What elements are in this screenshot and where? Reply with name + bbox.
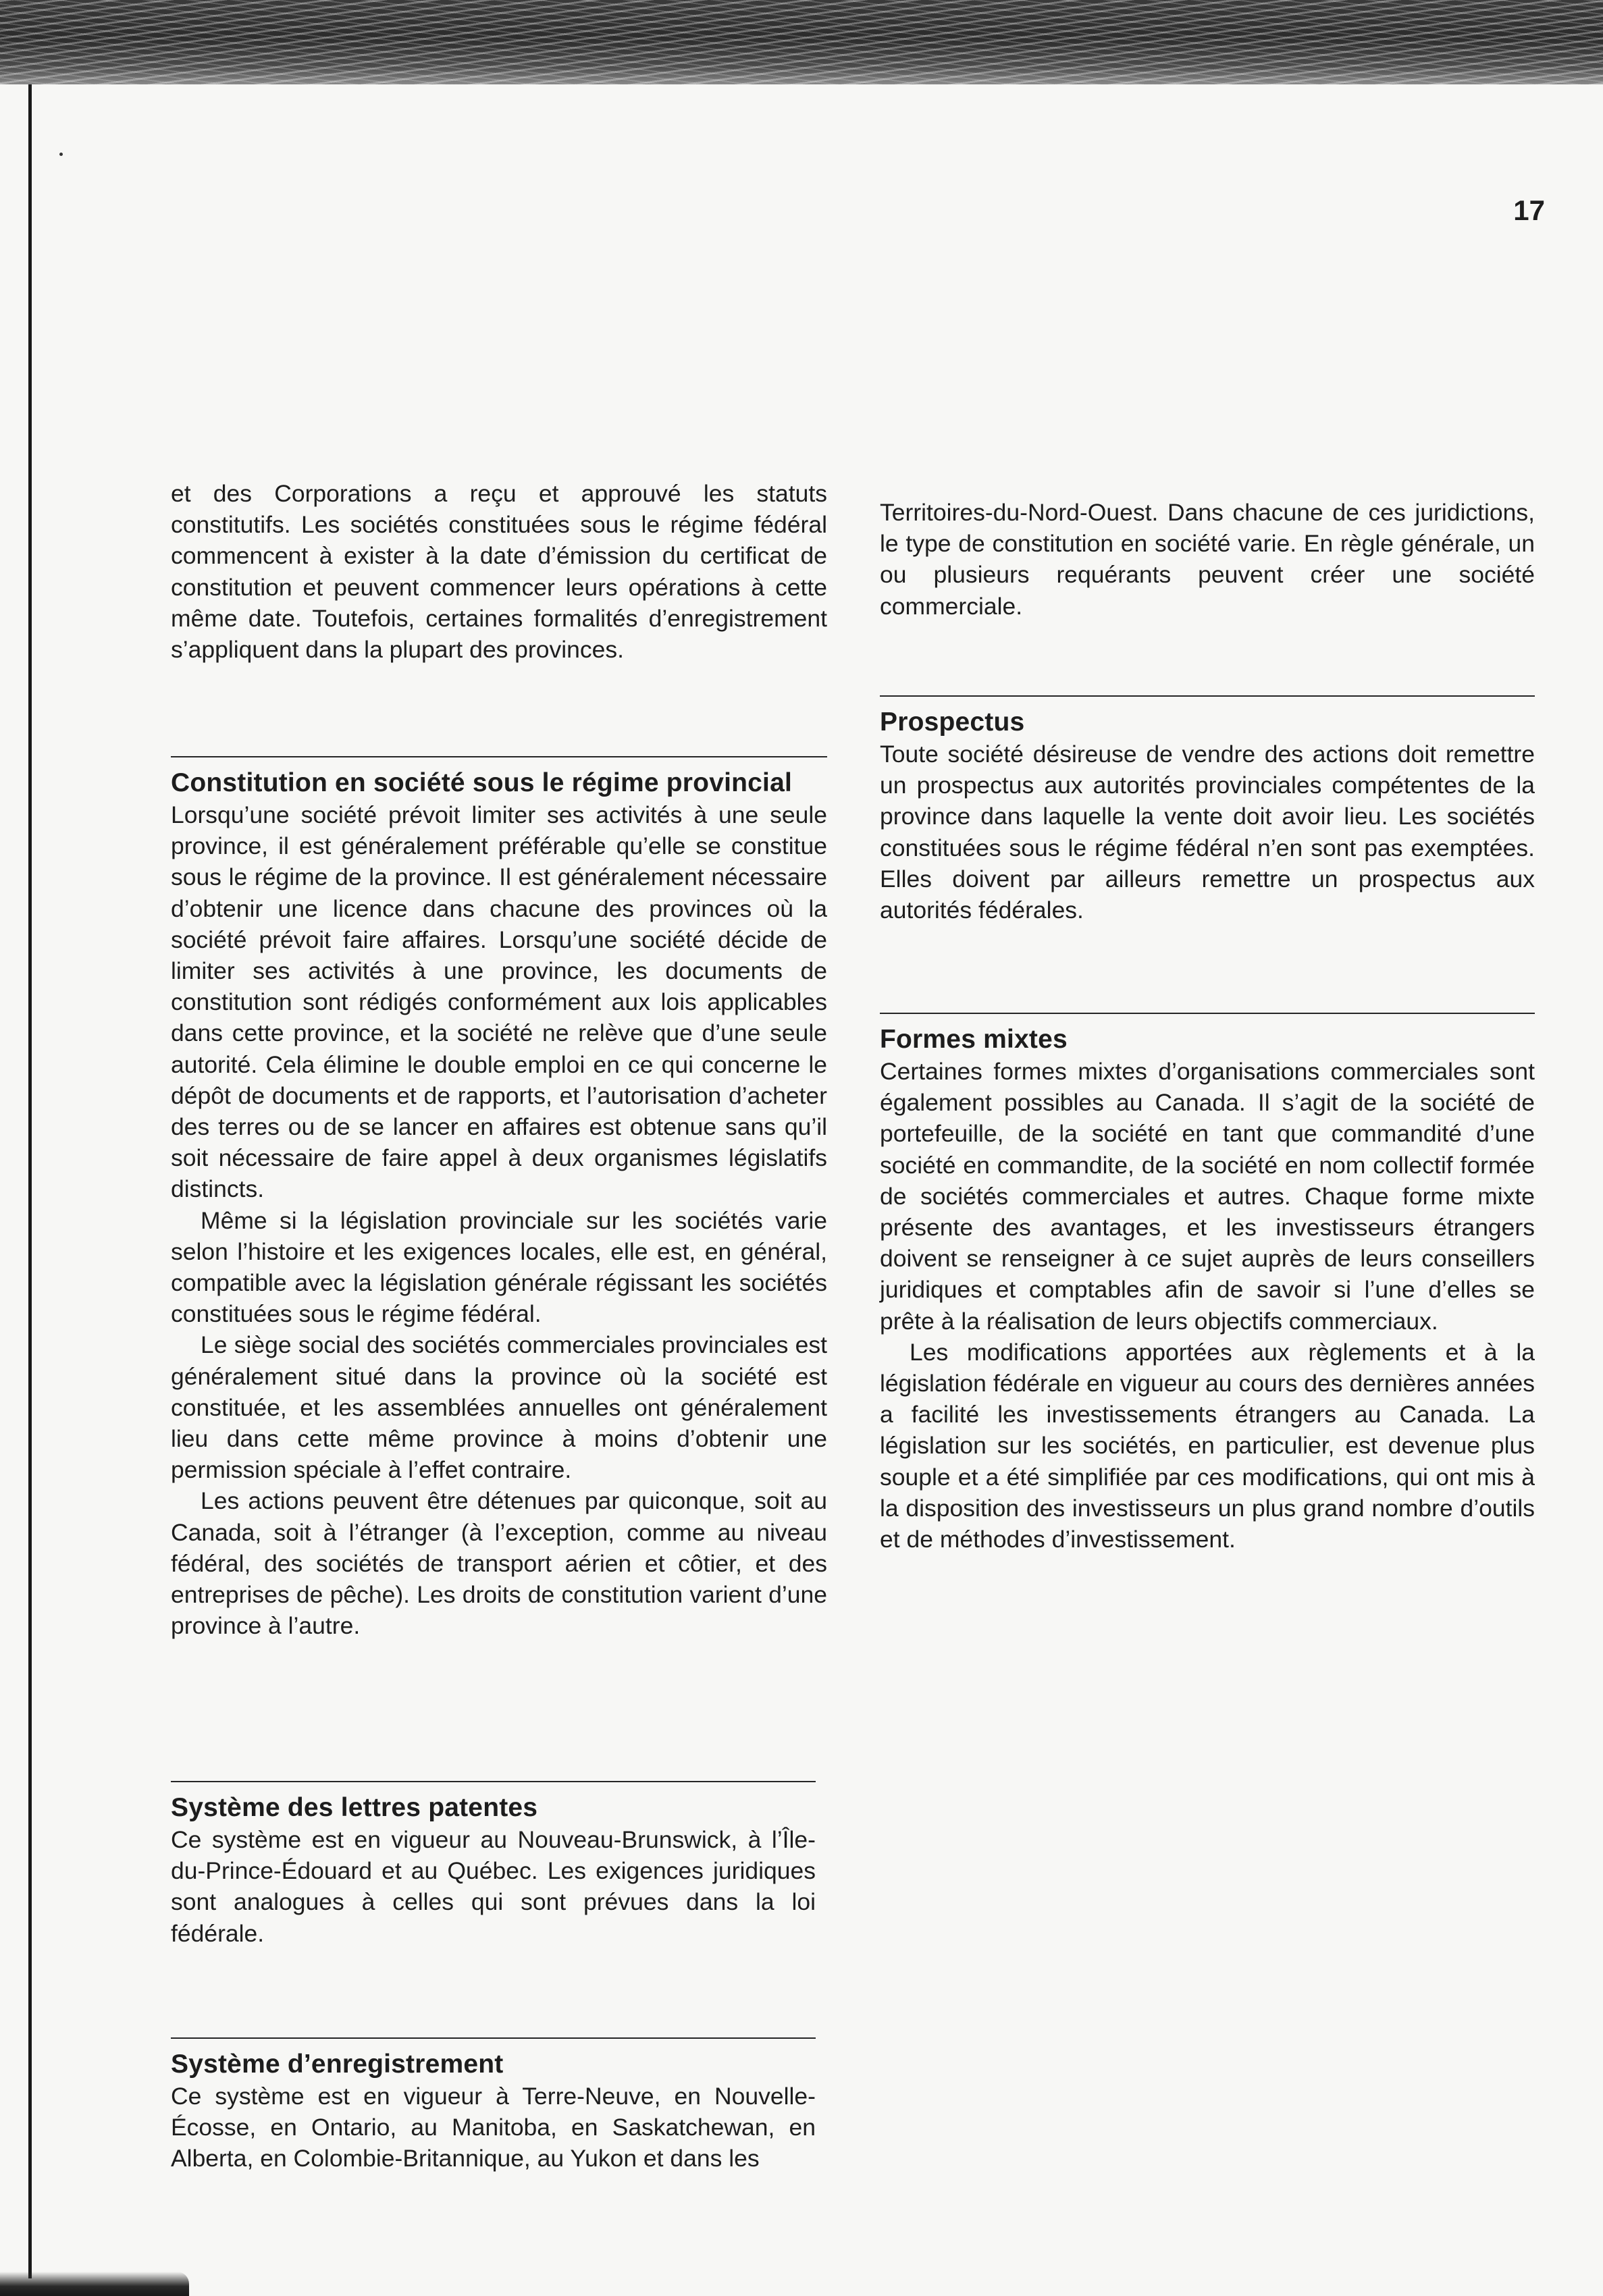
section-heading-letters-patent: Système des lettres patentes: [171, 1793, 538, 1822]
section-divider: [171, 2037, 816, 2039]
section-divider: [171, 756, 827, 757]
section-heading-prospectus: Prospectus: [880, 708, 1025, 737]
section-heading-mixed-forms: Formes mixtes: [880, 1025, 1068, 1054]
provincial-paragraph-3: Le siège social des sociétés commerciales provinciales est généralement situé dans la province où la société est constituée, et les assemblées annuelles ont généralement lieu dans cette même province à moins d’obtenir une permission spéciale à l’effet contraire.: [171, 1331, 827, 1484]
section-divider: [880, 1013, 1535, 1014]
registration-paragraph: Ce système est en vigueur à Terre-Neuve, en Nouvelle-Écosse, en Ontario, au Manitoba, en Saskatchewan, en Alberta, en Colombie-Britannique, au Yukon et dans les: [171, 2083, 816, 2172]
provincial-paragraph-2: Même si la législation provinciale sur les sociétés varie selon l’histoire et les exigences locales, elle est, en général, compatible avec la législation générale régissant les sociétés constituées sous le régime fédéral.: [171, 1206, 827, 1328]
section-registration: [171, 2037, 816, 2174]
section-divider: [880, 695, 1535, 697]
section-heading-provincial: Constitution en société sous le régime provincial: [171, 768, 792, 797]
section-letters-patent: [171, 1781, 816, 1949]
right-intro: [880, 497, 1535, 622]
section-mixed-forms: [880, 1013, 1535, 1555]
letters-patent-paragraph: Ce système est en vigueur au Nouveau-Brunswick, à l’Île-du-Prince-Édouard et au Québec. Les exigences juridiques sont analogues à celles qui sont prévues dans la loi fédérale.: [171, 1826, 816, 1947]
provincial-paragraph-1: Lorsqu’une société prévoit limiter ses activités à une seule province, il est généralement préférable qu’elle se constitue sous le régime de la province. Il est généralement nécessaire d’obtenir une licence dans chacune des provinces où la société prévoit faire affaires. Lorsqu’une société décide de limiter ses activités à une province, les documents de constitution sont rédigés conformément aux lois applicables dans cette province, et la société ne relève que d’une seule autorité. Cela élimine le double emploi en ce qui concerne le dépôt de documents et de rapports, et l’autorisation d’acheter des terres ou de se lancer en affaires est obtenue sans qu’il soit nécessaire de faire appel à deux organismes législatifs distincts.: [171, 801, 827, 1203]
scan-top-border: [0, 0, 1603, 84]
section-prospectus: [880, 695, 1535, 926]
page-number: 17: [1513, 194, 1545, 226]
right-intro-paragraph: Territoires-du-Nord-Ouest. Dans chacune de ces juridictions, le type de constitution en société varie. En règle générale, un ou plusieurs requérants peuvent créer une société commerciale.: [880, 499, 1535, 620]
mixed-forms-paragraph-1: Certaines formes mixtes d’organisations commerciales sont également possibles au Canada. Il s’agit de la société de portefeuille, de la société en tant que commandité d’une société en commandite, de la société en nom collectif formée de sociétés commerciales et autres. Chaque forme mixte présente des avantages, et les investisseurs étrangers doivent se renseigner à ce sujet auprès de leurs conseillers juridiques et comptables afin de savoir si l’une d’elles se prête à la réalisation de leurs objectifs commerciaux.: [880, 1058, 1535, 1335]
left-intro: [171, 478, 827, 665]
left-intro-paragraph: et des Corporations a reçu et approuvé les statuts constitutifs. Les sociétés constituées sous le régime fédéral commencent à exister à la date d’émission du certificat de constitution et peuvent commencer leurs opérations à cette même date. Toutefois, certaines formalités d’enregistrement s’appliquent dans la plupart des provinces.: [171, 480, 827, 664]
scan-left-edge: [28, 84, 32, 2278]
section-provincial: [171, 756, 827, 1641]
prospectus-paragraph: Toute société désireuse de vendre des actions doit remettre un prospectus aux autorités provinciales compétentes de la province dans laquelle la vente doit avoir lieu. Les sociétés constituées sous le régime fédéral n’en sont pas exemptées. Elles doivent par ailleurs remettre un prospectus aux autorités fédérales.: [880, 741, 1535, 924]
section-heading-registration: Système d’enregistrement: [171, 2050, 504, 2079]
mixed-forms-paragraph-2: Les modifications apportées aux règlements et à la législation fédérale en vigueur au cours des dernières années a facilité les investissements étrangers au Canada. La législation sur les sociétés, en particulier, est devenue plus souple et a été simplifiée par ces modifications, qui ont mis à la disposition des investisseurs un plus grand nombre d’outils et de méthodes d’investissement.: [880, 1338, 1535, 1553]
scan-corner-mark: [0, 2272, 189, 2296]
section-divider: [171, 1781, 816, 1782]
scan-speck: [59, 153, 63, 156]
provincial-paragraph-4: Les actions peuvent être détenues par quiconque, soit au Canada, soit à l’étranger (à l’exception, comme au niveau fédéral, des sociétés de transport aérien et côtier, et des entreprises de pêche). Les droits de constitution varient d’une province à l’autre.: [171, 1487, 827, 1640]
